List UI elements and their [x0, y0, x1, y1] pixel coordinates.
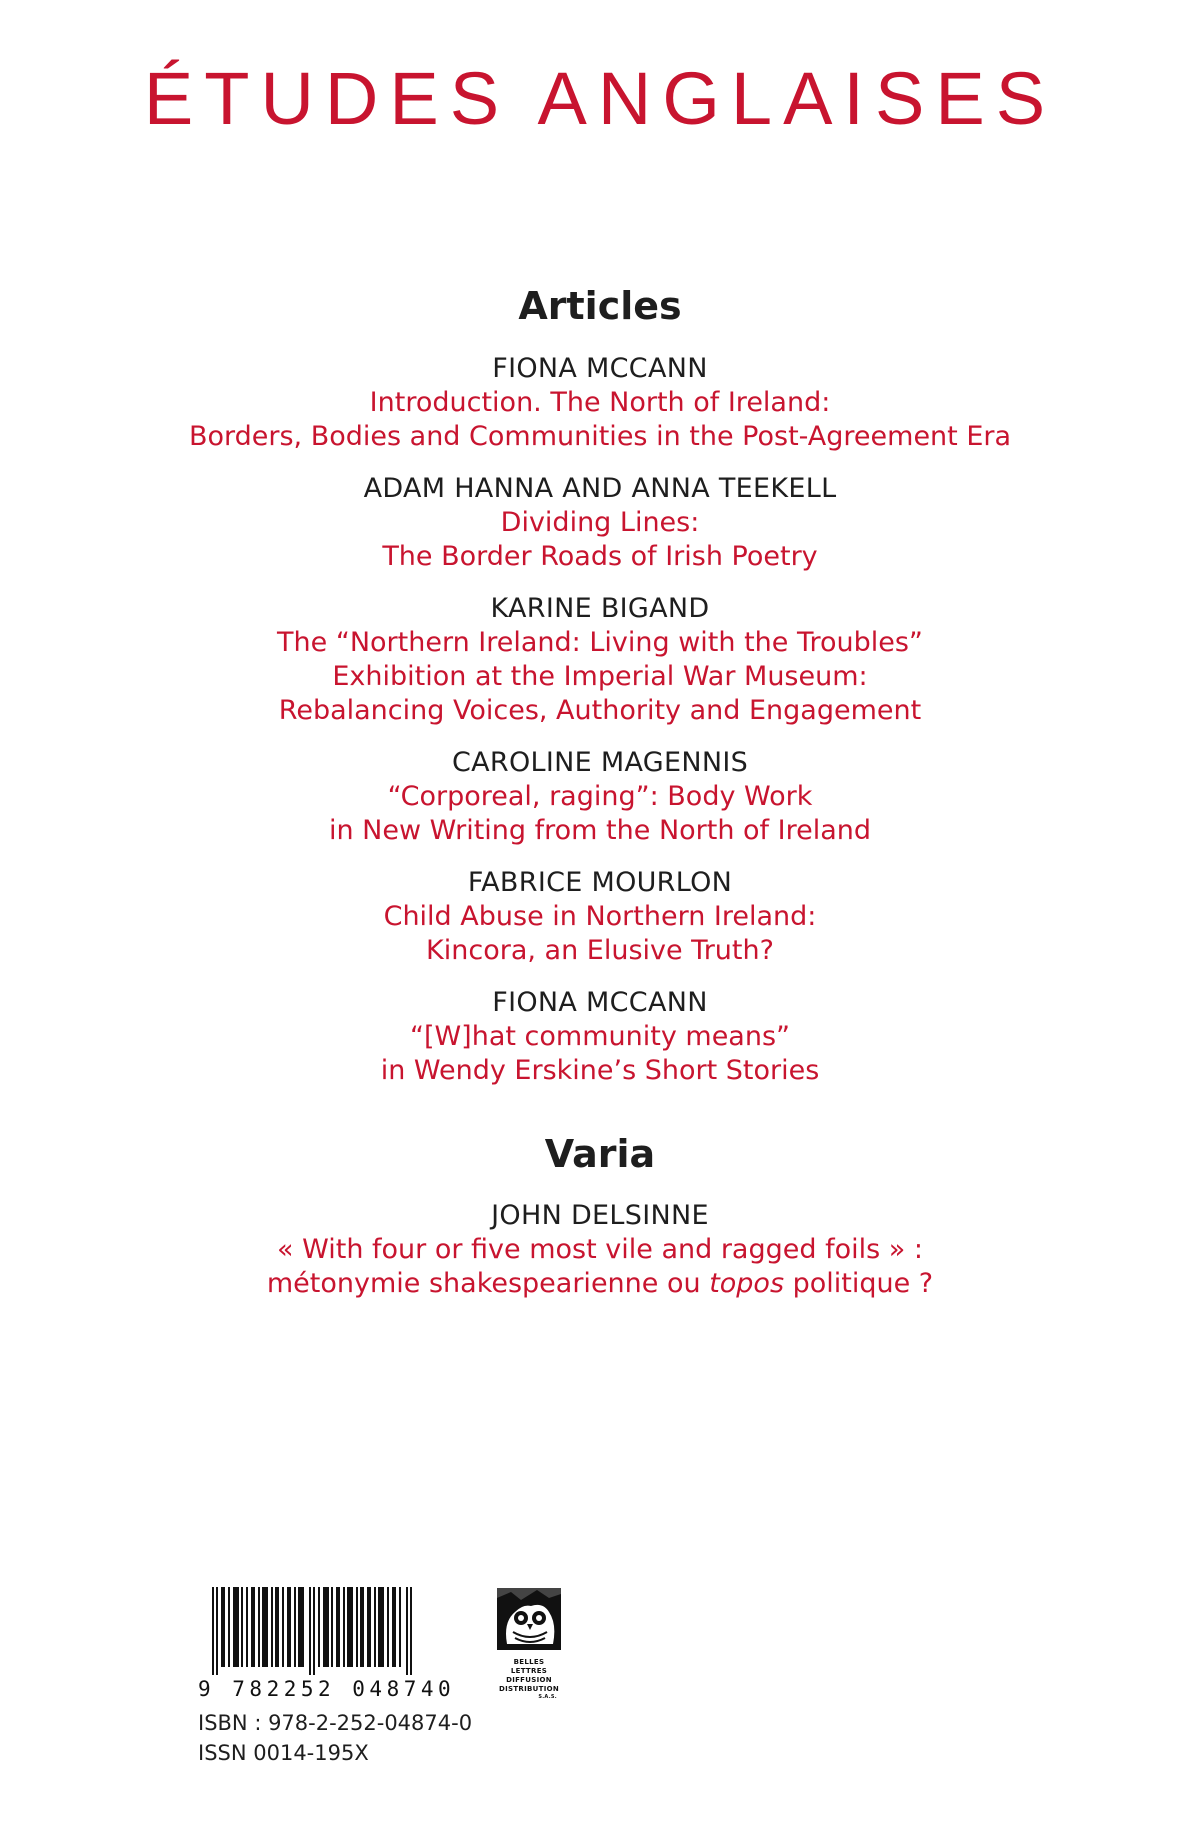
title-italic-text: topos [709, 1268, 785, 1300]
isbn-number: ISBN : 978-2-252-04874-0 [198, 1711, 473, 1735]
publisher-name [497, 1658, 561, 1701]
article-author: JOHN DELSINNE [491, 1200, 709, 1232]
article-entry [0, 746, 1200, 848]
article-title-line: Introduction. The North of Ireland: [369, 386, 831, 418]
article-title-line: Exhibition at the Imperial War Museum: [332, 660, 868, 692]
publisher-line: BELLES LETTRES [510, 1658, 548, 1675]
table-of-contents [0, 284, 1200, 1319]
barcode [198, 1587, 456, 1701]
article-title-line: in New Writing from the North of Ireland [328, 814, 872, 846]
article-title-line: The Border Roads of Irish Poetry [382, 540, 818, 572]
issn-number: ISSN 0014-195X [198, 1741, 369, 1765]
article-title-line: Child Abuse in Northern Ireland: [383, 900, 817, 932]
publisher-logo [497, 1588, 561, 1701]
article-entry [0, 352, 1200, 454]
article-title-line [0, 1267, 1200, 1301]
publisher-line: DIFFUSION [506, 1676, 552, 1684]
identifiers [198, 1708, 472, 1768]
article-entry [0, 472, 1200, 574]
publisher-line: DISTRIBUTION [498, 1685, 560, 1693]
owl-logo-icon [497, 1588, 561, 1650]
article-entry [0, 866, 1200, 968]
article-author: FIONA MCCANN [492, 986, 708, 1018]
journal-title: ÉTUDES ANGLAISES [143, 57, 1057, 140]
article-title-line: Rebalancing Voices, Authority and Engagement [278, 694, 922, 726]
barcode-digits: 9 782252 048740 [198, 1677, 456, 1701]
article-title-line: in Wendy Erskine’s Short Stories [380, 1054, 820, 1086]
article-author: CAROLINE MAGENNIS [451, 746, 749, 778]
article-title-line: “[W]hat community means” [409, 1020, 791, 1052]
article-author: FABRICE MOURLON [467, 866, 733, 898]
title-text: métonymie shakespearienne ou [266, 1268, 710, 1300]
section-heading-varia: Varia [544, 1131, 656, 1176]
publisher-line: S.A.S. [538, 1694, 557, 1700]
article-title-line: « With four or five most vile and ragged foils » : [277, 1234, 923, 1266]
article-author: ADAM HANNA AND ANNA TEEKELL [363, 472, 837, 504]
article-title-line: The “Northern Ireland: Living with the Troubles” [277, 626, 923, 658]
article-entry [0, 592, 1200, 728]
article-title-line: Dividing Lines: [500, 506, 700, 538]
article-author: KARINE BIGAND [490, 592, 710, 624]
article-entry [0, 1199, 1200, 1301]
barcode-icon [198, 1587, 430, 1675]
section-heading-articles: Articles [518, 284, 682, 328]
article-title-line: Borders, Bodies and Communities in the Post-Agreement Era [188, 420, 1012, 452]
article-title-line: “Corporeal, raging”: Body Work [387, 780, 813, 812]
article-author: FIONA MCCANN [492, 352, 708, 384]
article-title-line: Kincora, an Elusive Truth? [426, 934, 774, 966]
article-entry [0, 986, 1200, 1088]
title-text: politique ? [784, 1268, 934, 1300]
